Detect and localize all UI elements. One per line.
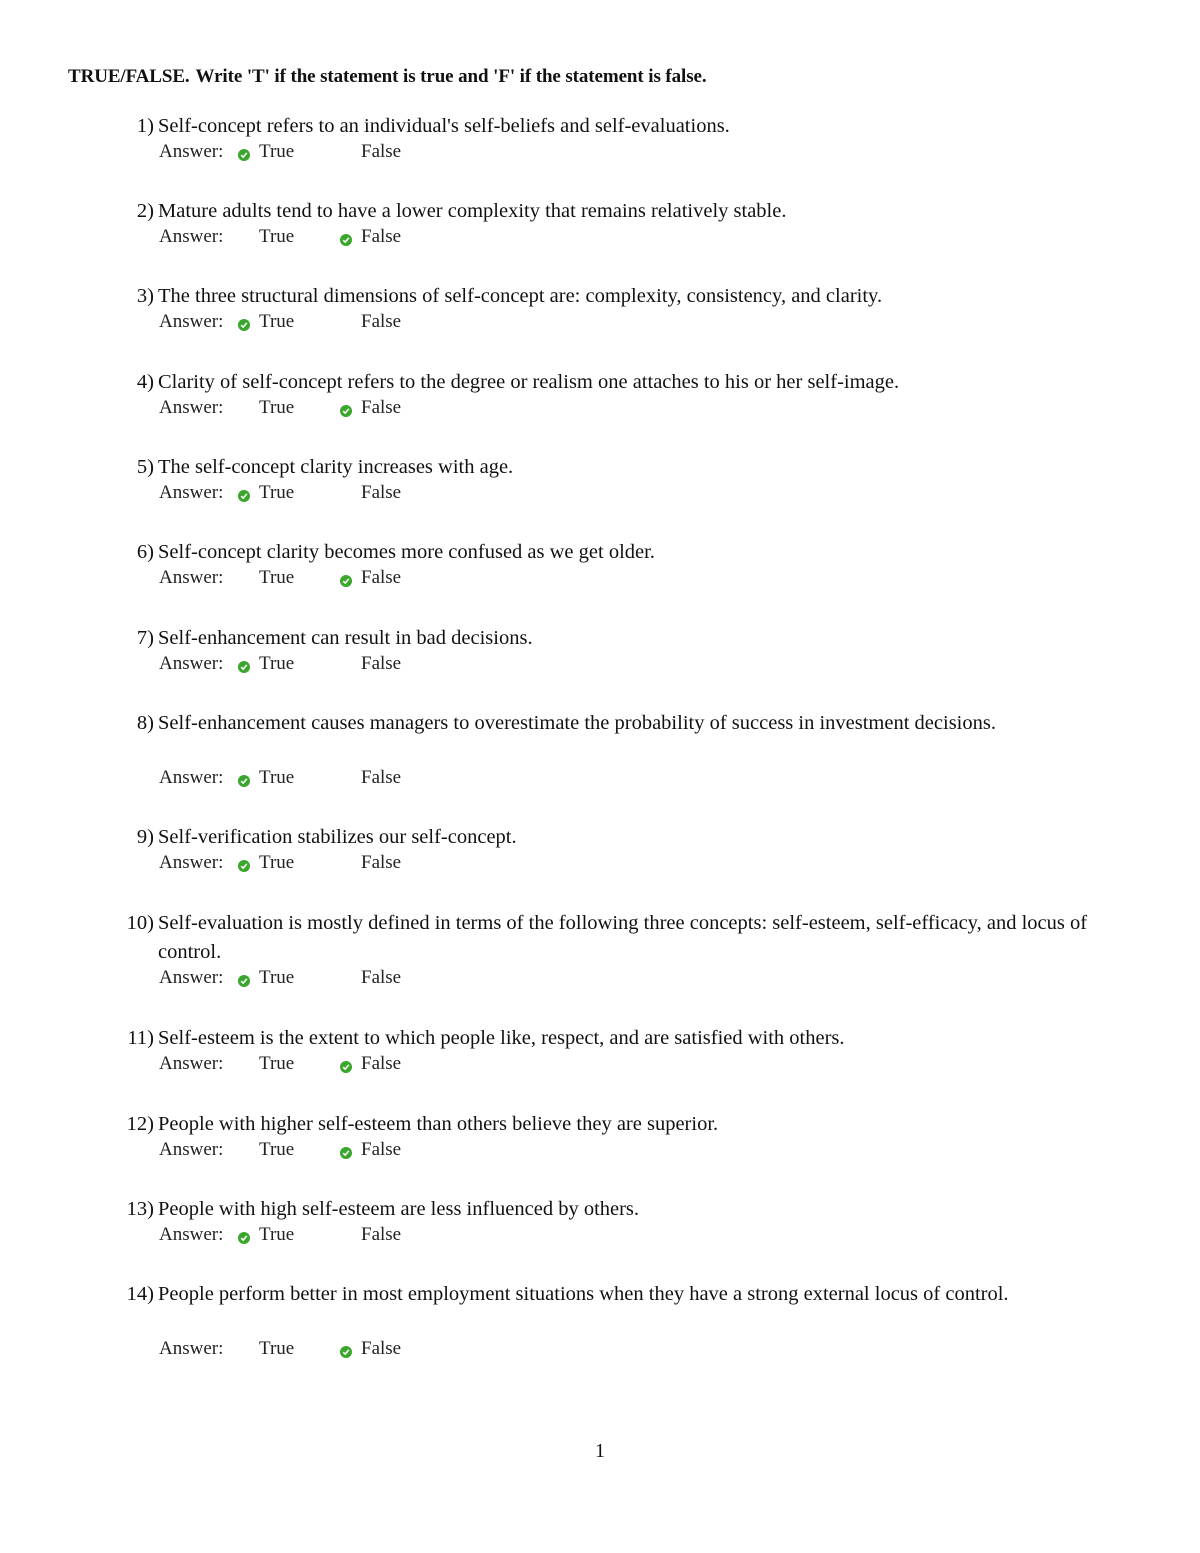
page-number: 1 [595,1440,605,1462]
check-icon [340,405,352,417]
question-number: 13) [126,1198,154,1220]
question-number: 3) [136,285,154,307]
check-icon [238,661,250,673]
question-5 [0,453,1200,508]
answer-label: Answer: [159,967,224,988]
question-number: 6) [136,541,154,563]
option-false: False [361,767,402,788]
option-true: True [259,653,295,674]
option-true: True [259,1224,295,1245]
option-true: True [259,967,295,988]
answer-label: Answer: [159,852,224,873]
answer-label: Answer: [159,141,224,162]
option-false: False [361,852,402,873]
option-false: False [361,653,402,674]
answer-row [0,852,1200,878]
question-number: 10) [126,912,154,934]
answer-row [0,1338,1200,1364]
question-text: Self-concept clarity becomes more confused as we get older. [158,541,655,563]
question-text: Self-evaluation is mostly defined in terms of the following three concepts: self-esteem, self-efficacy, and locus of control. [158,912,1088,963]
option-true: True [259,397,295,418]
check-icon [340,1147,352,1159]
question-3 [0,282,1200,337]
check-icon [238,1232,250,1244]
option-false: False [361,311,402,332]
question-6 [0,538,1200,593]
question-text: Clarity of self-concept refers to the degree or realism one attaches to his or her self-image. [158,371,900,393]
check-icon [238,490,250,502]
question-text: Self-concept refers to an individual's self-beliefs and self-evaluations. [158,115,730,137]
section-type: TRUE/FALSE. [68,66,190,87]
answer-row [0,967,1200,993]
answer-label: Answer: [159,226,224,247]
question-10 [0,909,1200,993]
question-9 [0,823,1200,878]
question-text: Self-verification stabilizes our self-concept. [158,826,517,848]
question-12 [0,1110,1200,1165]
question-text: People with high self-esteem are less influenced by others. [158,1198,640,1220]
option-false: False [361,226,402,247]
option-false: False [361,141,402,162]
option-true: True [259,226,295,247]
option-false: False [361,1338,402,1359]
check-icon [238,975,250,987]
answer-row [0,767,1200,793]
answer-label: Answer: [159,567,224,588]
option-false: False [361,567,402,588]
question-number: 4) [136,371,154,393]
answer-label: Answer: [159,397,224,418]
option-false: False [361,482,402,503]
answer-label: Answer: [159,1139,224,1160]
answer-label: Answer: [159,1053,224,1074]
instruction-text: Write 'T' if the statement is true and 'F' if the statement is false. [195,66,707,87]
option-true: True [259,1139,295,1160]
check-icon [340,575,352,587]
question-number: 5) [136,456,154,478]
answer-row [0,141,1200,167]
question-text: The three structural dimensions of self-concept are: complexity, consistency, and clarity. [158,285,883,307]
answer-row [0,1224,1200,1250]
question-number: 7) [136,627,154,649]
question-text: People with higher self-esteem than others believe they are superior. [158,1113,719,1135]
option-true: True [259,311,295,332]
answer-label: Answer: [159,1224,224,1245]
option-true: True [259,482,295,503]
check-icon [238,775,250,787]
check-icon [340,1061,352,1073]
question-number: 12) [126,1113,154,1135]
question-text: The self-concept clarity increases with age. [158,456,514,478]
question-text: People perform better in most employment situations when they have a strong external locus of control. [158,1283,1009,1305]
check-icon [340,234,352,246]
option-true: True [259,1053,295,1074]
check-icon [340,1346,352,1358]
option-true: True [259,852,295,873]
question-number: 2) [136,200,154,222]
question-text: Self-esteem is the extent to which people like, respect, and are satisfied with others. [158,1027,845,1049]
answer-label: Answer: [159,653,224,674]
instructions [68,66,706,88]
question-11 [0,1024,1200,1079]
answer-row [0,482,1200,508]
option-true: True [259,1338,295,1359]
question-number: 8) [136,712,154,734]
check-icon [238,319,250,331]
question-2 [0,197,1200,252]
option-false: False [361,967,402,988]
question-number: 9) [136,826,154,848]
answer-row [0,1139,1200,1165]
option-true: True [259,567,295,588]
question-number: 14) [126,1283,154,1305]
check-icon [238,149,250,161]
question-13 [0,1195,1200,1250]
question-14 [0,1280,1200,1364]
answer-label: Answer: [159,767,224,788]
question-8 [0,709,1200,793]
question-4 [0,368,1200,423]
option-false: False [361,1224,402,1245]
answer-row [0,226,1200,252]
question-text: Self-enhancement causes managers to overestimate the probability of success in investment decisions. [158,712,996,734]
question-number: 11) [127,1027,154,1049]
option-false: False [361,1053,402,1074]
question-1 [0,112,1200,167]
option-false: False [361,1139,402,1160]
question-7 [0,624,1200,679]
question-text: Mature adults tend to have a lower complexity that remains relatively stable. [158,200,787,222]
answer-label: Answer: [159,311,224,332]
option-true: True [259,141,295,162]
answer-label: Answer: [159,482,224,503]
check-icon [238,860,250,872]
option-true: True [259,767,295,788]
answer-label: Answer: [159,1338,224,1359]
answer-row [0,653,1200,679]
answer-row [0,311,1200,337]
question-number: 1) [136,115,154,137]
question-text: Self-enhancement can result in bad decisions. [158,627,533,649]
answer-row [0,397,1200,423]
option-false: False [361,397,402,418]
answer-row [0,567,1200,593]
answer-row [0,1053,1200,1079]
